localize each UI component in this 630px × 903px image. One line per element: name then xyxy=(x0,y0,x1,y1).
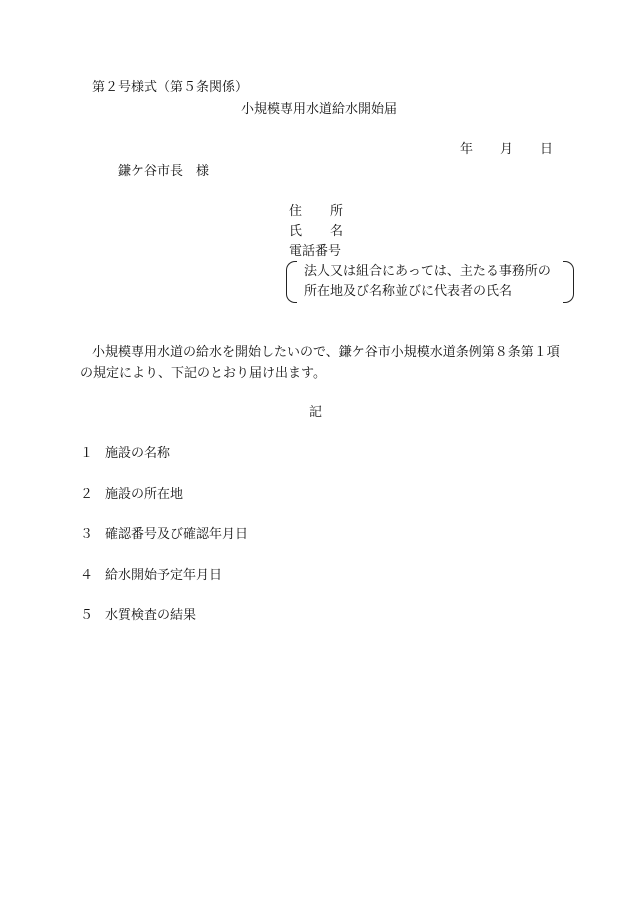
body-text-line-2: の規定により、下記のとおり届け出ます。 xyxy=(80,366,326,381)
corporate-note-line-2: 所在地及び名称並びに代表者の氏名 xyxy=(304,284,513,299)
item-3 xyxy=(80,527,249,543)
item-number: ５ xyxy=(80,608,94,623)
left-bracket xyxy=(286,261,297,303)
item-number: ２ xyxy=(80,487,94,502)
address-label xyxy=(289,204,343,220)
item-number: ４ xyxy=(80,568,94,583)
date-day-label: 日 xyxy=(540,142,554,157)
item-number: １ xyxy=(80,446,94,461)
name-label xyxy=(289,224,343,240)
item-number: ３ xyxy=(80,527,94,542)
document-title: 小規模専用水道給水開始届 xyxy=(241,102,398,117)
item-label: 確認番号及び確認年月日 xyxy=(105,527,249,542)
date-month-label: 月 xyxy=(500,142,514,157)
item-4 xyxy=(80,568,223,584)
ki-heading: 記 xyxy=(309,405,323,420)
address-label-char-2: 所 xyxy=(329,204,343,219)
corporate-note-line-1: 法人又は組合にあっては、主たる事務所の xyxy=(304,264,551,279)
item-1 xyxy=(80,446,171,462)
item-label: 水質検査の結果 xyxy=(105,608,197,623)
date-year-label: 年 xyxy=(460,142,474,157)
right-bracket xyxy=(563,261,574,303)
item-5 xyxy=(80,608,197,624)
item-2 xyxy=(80,487,184,503)
address-label-char-1: 住 xyxy=(289,204,303,219)
name-label-char-1: 氏 xyxy=(289,224,303,239)
addressee: 鎌ケ谷市長 様 xyxy=(118,164,210,179)
body-text-line-1: 小規模専用水道の給水を開始したいので、鎌ケ谷市小規模水道条例第８条第１項 xyxy=(92,345,560,360)
form-number-label: 第２号様式（第５条関係） xyxy=(92,80,249,95)
item-label: 施設の名称 xyxy=(105,446,171,461)
phone-label: 電話番号 xyxy=(289,244,342,259)
item-label: 施設の所在地 xyxy=(105,487,184,502)
item-label: 給水開始予定年月日 xyxy=(105,568,223,583)
name-label-char-2: 名 xyxy=(329,224,343,239)
